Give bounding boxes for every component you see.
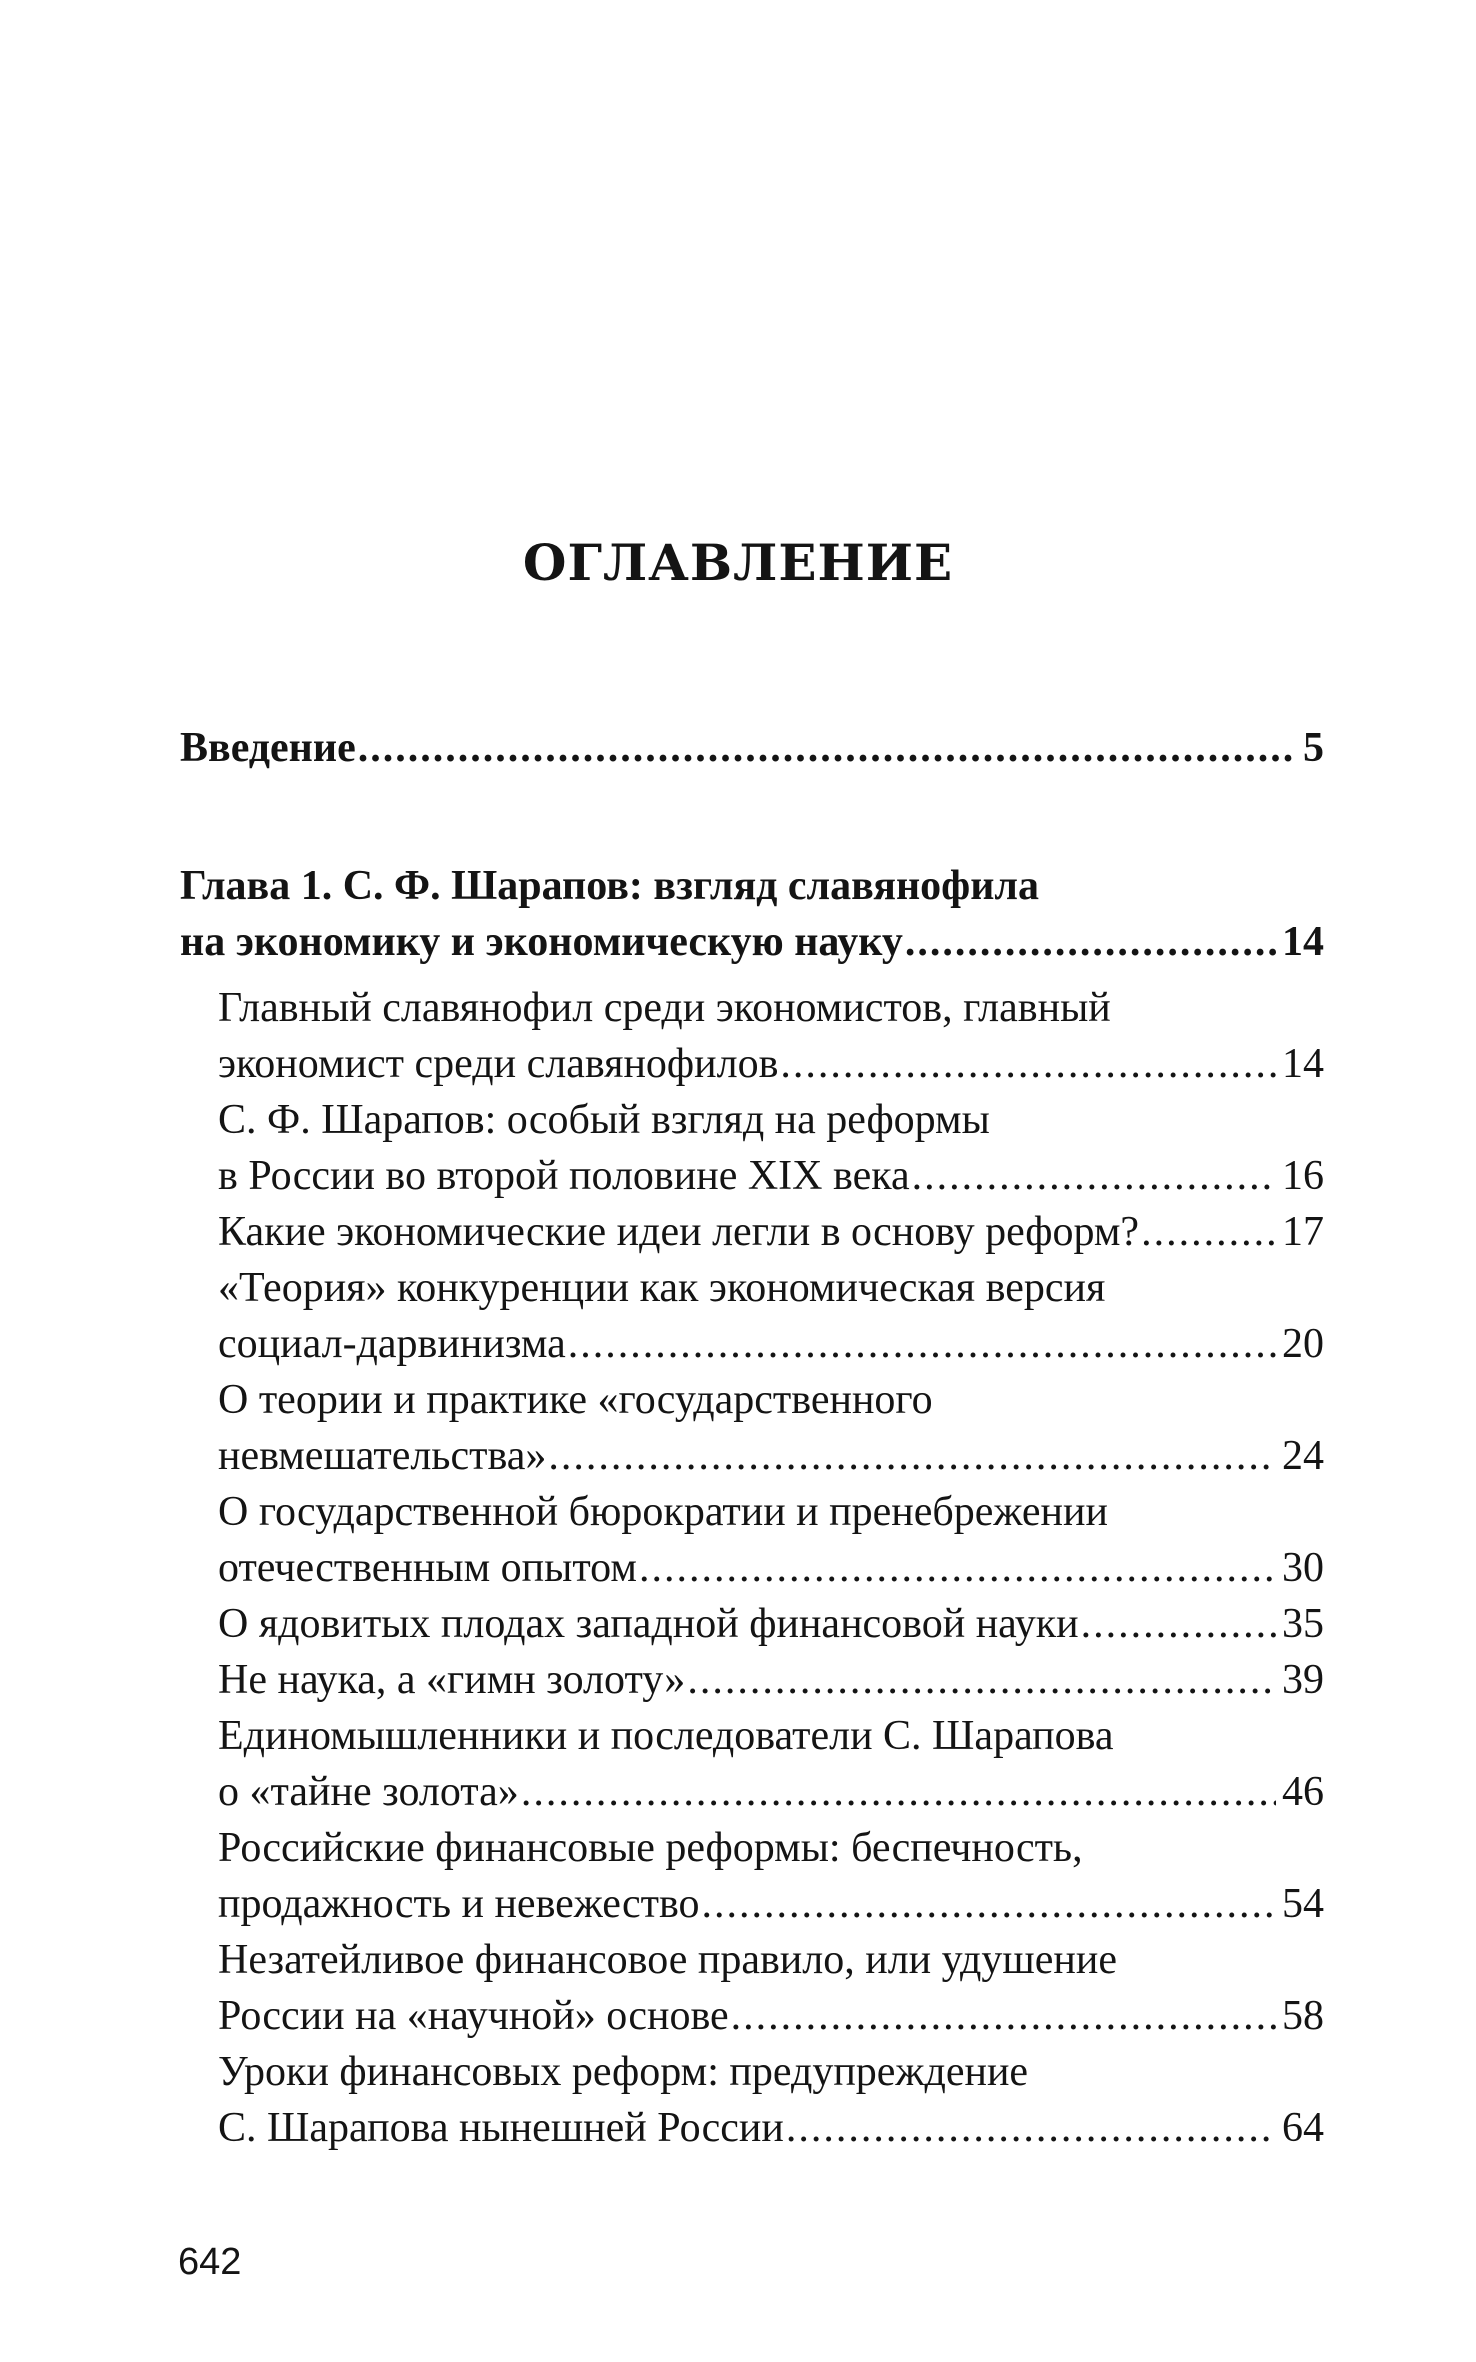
toc-entry-title-line: О государственной бюрократии и пренебрежении xyxy=(218,1489,1108,1535)
dot-leader xyxy=(701,1876,1276,1932)
toc-entry-title-line: «Теория» конкуренции как экономическая версия xyxy=(218,1265,1106,1311)
toc-entry-page-number: 20 xyxy=(1282,1321,1324,1367)
toc-section-entry xyxy=(180,1092,1324,1204)
toc-section-entry xyxy=(180,1708,1324,1820)
toc-entry-leader-line xyxy=(218,2100,1324,2156)
toc-entry-page-number: 24 xyxy=(1282,1433,1324,1479)
toc-entry-page-number: 16 xyxy=(1282,1153,1324,1199)
toc-entry-leader-line xyxy=(218,1596,1324,1652)
toc-section-entry xyxy=(180,2044,1324,2156)
toc-section-entry xyxy=(180,1372,1324,1484)
toc-section-entry xyxy=(180,1820,1324,1932)
toc-entry-title-line: Уроки финансовых реформ: предупреждение xyxy=(218,2049,1029,2095)
dot-leader xyxy=(568,1316,1276,1372)
dot-leader xyxy=(687,1652,1276,1708)
toc-section-entry xyxy=(180,1260,1324,1372)
toc-entry-leader-line xyxy=(218,1876,1324,1932)
toc-entry-leader-line xyxy=(218,1148,1324,1204)
dot-leader xyxy=(1141,1204,1276,1260)
toc-chapter-entry xyxy=(180,720,1324,776)
toc-entry-title: отечественным опытом xyxy=(218,1545,637,1591)
toc-section-entry xyxy=(180,1652,1324,1708)
toc-entry-page-number: 14 xyxy=(1282,1041,1324,1087)
toc-entry-title-line: Незатейливое финансовое правило, или удушение xyxy=(218,1937,1117,1983)
toc-entry-leader-line xyxy=(218,1652,1324,1708)
toc-entry-leader-line xyxy=(180,914,1324,970)
toc-entry-title: Введение xyxy=(180,725,356,771)
dot-leader xyxy=(905,914,1276,970)
toc-entry-title: С. Шарапова нынешней России xyxy=(218,2105,784,2151)
toc-entry-page-number: 17 xyxy=(1282,1209,1324,1255)
dot-leader xyxy=(1081,1596,1276,1652)
toc-entry-title: на экономику и экономическую науку xyxy=(180,919,903,965)
dot-leader xyxy=(731,1988,1276,2044)
dot-leader xyxy=(780,1036,1276,1092)
toc-entry-title: экономист среди славянофилов xyxy=(218,1041,779,1087)
dot-leader xyxy=(639,1540,1276,1596)
toc-entry-title: О ядовитых плодах западной финансовой науки xyxy=(218,1601,1079,1647)
toc-entry-leader-line xyxy=(218,1988,1324,2044)
toc-entry-page-number: 54 xyxy=(1282,1881,1324,1927)
toc-entry-title: о «тайне золота» xyxy=(218,1769,519,1815)
toc-entry-leader-line xyxy=(218,1764,1324,1820)
toc-entry-title-line: Главный славянофил среди экономистов, главный xyxy=(218,985,1111,1031)
toc-entry-page-number: 14 xyxy=(1282,919,1324,965)
toc-entry-page-number: 58 xyxy=(1282,1993,1324,2039)
toc-entry-title: в России во второй половине XIX века xyxy=(218,1153,910,1199)
toc-entry-leader-line xyxy=(218,1428,1324,1484)
dot-leader xyxy=(912,1148,1276,1204)
toc-entry-page-number: 30 xyxy=(1282,1545,1324,1591)
toc-section-entry xyxy=(180,1932,1324,2044)
toc-section-entry xyxy=(180,1204,1324,1260)
toc-entry-page-number: 46 xyxy=(1282,1769,1324,1815)
toc-section-entry xyxy=(180,1484,1324,1596)
toc-entry-page-number: 64 xyxy=(1282,2105,1324,2151)
toc-chapter-entry xyxy=(180,858,1324,970)
toc-entry-page-number: 35 xyxy=(1282,1601,1324,1647)
toc-entry-page-number: 5 xyxy=(1303,725,1324,771)
toc-entry-title-line: Российские финансовые реформы: беспечность, xyxy=(218,1825,1083,1871)
toc-entry-title: Какие экономические идеи легли в основу реформ? xyxy=(218,1209,1140,1255)
toc-entry-page-number: 39 xyxy=(1282,1657,1324,1703)
page-number: 642 xyxy=(178,2241,242,2283)
toc-entry-leader-line xyxy=(180,720,1324,776)
toc-entry-title: невмешательства» xyxy=(218,1433,547,1479)
dot-leader xyxy=(786,2100,1276,2156)
toc-entry-title-line: Единомышленники и последователи С. Шарапова xyxy=(218,1713,1114,1759)
dot-leader xyxy=(548,1428,1276,1484)
toc-entry-title: Не наука, а «гимн золоту» xyxy=(218,1657,686,1703)
toc-entry-leader-line xyxy=(218,1036,1324,1092)
toc-entry-leader-line xyxy=(218,1204,1324,1260)
toc-entry-title-line: С. Ф. Шарапов: особый взгляд на реформы xyxy=(218,1097,990,1143)
toc-entry-title-line: Глава 1. С. Ф. Шарапов: взгляд славянофила xyxy=(180,863,1039,909)
table-of-contents xyxy=(180,720,1324,2156)
dot-leader xyxy=(358,720,1297,776)
dot-leader xyxy=(521,1764,1276,1820)
toc-entry-title-line: О теории и практике «государственного xyxy=(218,1377,933,1423)
toc-section-entry xyxy=(180,1596,1324,1652)
toc-section-entry xyxy=(180,980,1324,1092)
toc-heading: ОГЛАВЛЕНИЕ xyxy=(522,533,954,592)
toc-entry-title: продажность и невежество xyxy=(218,1881,700,1927)
toc-entry-title: России на «научной» основе xyxy=(218,1993,729,2039)
toc-entry-leader-line xyxy=(218,1316,1324,1372)
toc-entry-leader-line xyxy=(218,1540,1324,1596)
toc-entry-title: социал-дарвинизма xyxy=(218,1321,566,1367)
